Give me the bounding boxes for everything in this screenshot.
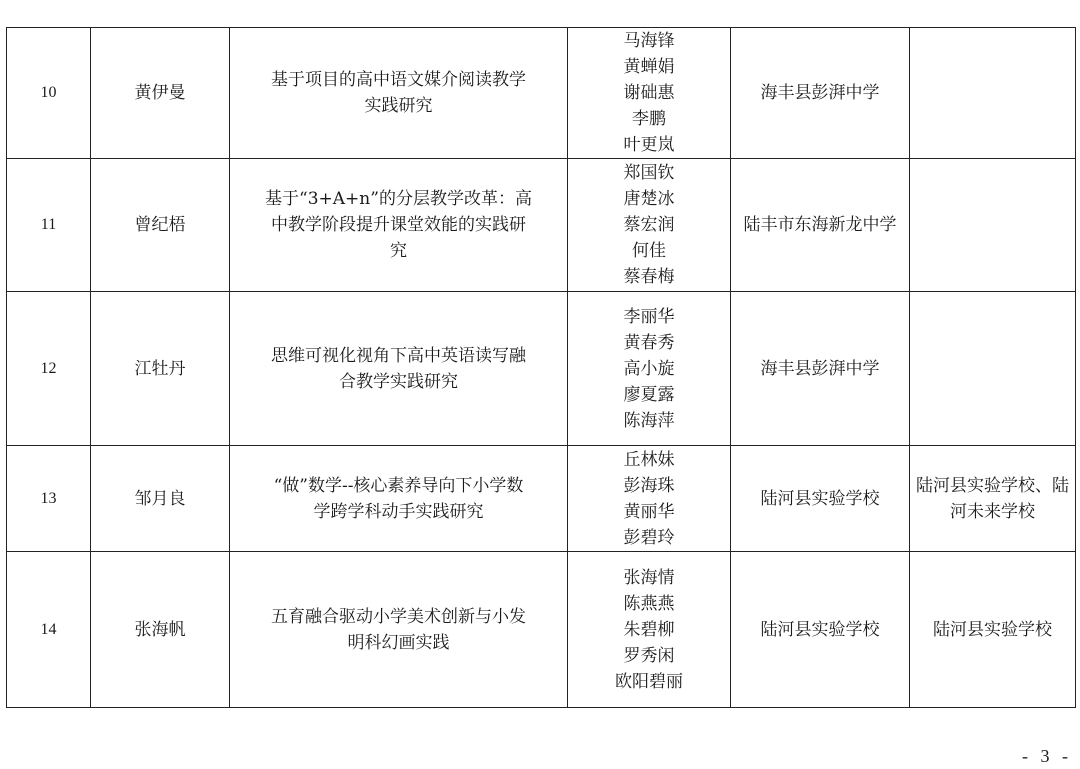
host-name: 黄伊曼: [91, 28, 230, 159]
project-title-line: 五育融合驱动小学美术创新与小发: [271, 606, 526, 627]
host-name: 江牡丹: [91, 292, 230, 446]
project-title-line: 合教学实践研究: [339, 371, 458, 392]
member-name: 张海情: [623, 567, 675, 588]
host-name: 邹月良: [91, 446, 230, 552]
project-table: [6, 27, 1076, 708]
project-title-line: “做”数学--核心素养导向下小学数: [273, 475, 524, 496]
member-name: 陈燕燕: [623, 593, 675, 614]
pilot-school: 陆河县实验学校: [910, 552, 1076, 708]
school-name: 陆丰市东海新龙中学: [731, 159, 910, 292]
member-name: 黄丽华: [623, 501, 675, 522]
member-name: 李丽华: [623, 306, 675, 327]
member-name: 彭碧玲: [623, 527, 675, 548]
member-list: [568, 552, 731, 708]
project-title-line: 中教学阶段提升课堂效能的实践研: [271, 215, 526, 235]
member-name: 罗秀闲: [623, 645, 675, 666]
member-name: 陈海萍: [623, 410, 675, 431]
project-title: [230, 28, 568, 159]
member-list: [568, 28, 731, 159]
pilot-school: [910, 292, 1076, 446]
project-title: [230, 292, 568, 446]
member-name: 黄春秀: [623, 332, 675, 353]
member-list: [568, 446, 731, 552]
table-row: [7, 552, 1076, 708]
school-name: 海丰县彭湃中学: [731, 292, 910, 446]
pilot-school: 陆河县实验学校、陆河未来学校: [910, 446, 1076, 552]
member-name: 蔡春梅: [623, 267, 675, 287]
member-name: 高小旋: [623, 358, 675, 379]
page-number: - 3 -: [1022, 746, 1072, 766]
member-list: [568, 292, 731, 446]
member-name: 丘林妹: [623, 449, 675, 470]
row-number: 14: [7, 552, 91, 708]
member-name: 叶更岚: [623, 135, 675, 155]
project-title-line: 思维可视化视角下高中英语读写融: [271, 345, 526, 366]
table-body: [7, 28, 1076, 708]
table-row: [7, 28, 1076, 159]
row-number: 10: [7, 28, 91, 159]
host-name: 张海帆: [91, 552, 230, 708]
member-name: 李鹏: [632, 109, 666, 129]
member-name: 彭海珠: [623, 475, 675, 496]
row-number: 11: [7, 159, 91, 292]
host-name: 曾纪梧: [91, 159, 230, 292]
project-title-line: 究: [390, 241, 407, 261]
member-name: 蔡宏润: [623, 215, 675, 235]
project-title: [230, 159, 568, 292]
project-title-line: 实践研究: [364, 96, 433, 116]
pilot-school: [910, 28, 1076, 159]
table-row: [7, 159, 1076, 292]
project-title-line: 明科幻画实践: [347, 632, 450, 653]
row-number: 13: [7, 446, 91, 552]
project-title-line: 学跨学科动手实践研究: [313, 501, 484, 522]
project-title: [230, 446, 568, 552]
project-title: [230, 552, 568, 708]
school-name: 陆河县实验学校: [731, 446, 910, 552]
table-row: [7, 292, 1076, 446]
member-list: [568, 159, 731, 292]
member-name: 廖夏露: [623, 384, 675, 405]
member-name: 郑国钦: [623, 163, 675, 183]
member-name: 唐楚冰: [623, 189, 675, 209]
member-name: 何佳: [632, 241, 666, 261]
project-title-line: 基于“3+A+n”的分层教学改革：高: [265, 189, 532, 209]
member-name: 马海锋: [623, 31, 675, 51]
member-name: 欧阳碧丽: [615, 671, 683, 692]
member-name: 朱碧柳: [623, 619, 675, 640]
project-title-line: 基于项目的高中语文媒介阅读教学: [271, 70, 526, 90]
school-name: 海丰县彭湃中学: [731, 28, 910, 159]
school-name: 陆河县实验学校: [731, 552, 910, 708]
row-number: 12: [7, 292, 91, 446]
table-row: [7, 446, 1076, 552]
pilot-school: [910, 159, 1076, 292]
member-name: 谢础惠: [623, 83, 675, 103]
member-name: 黄蝉娟: [623, 57, 675, 77]
